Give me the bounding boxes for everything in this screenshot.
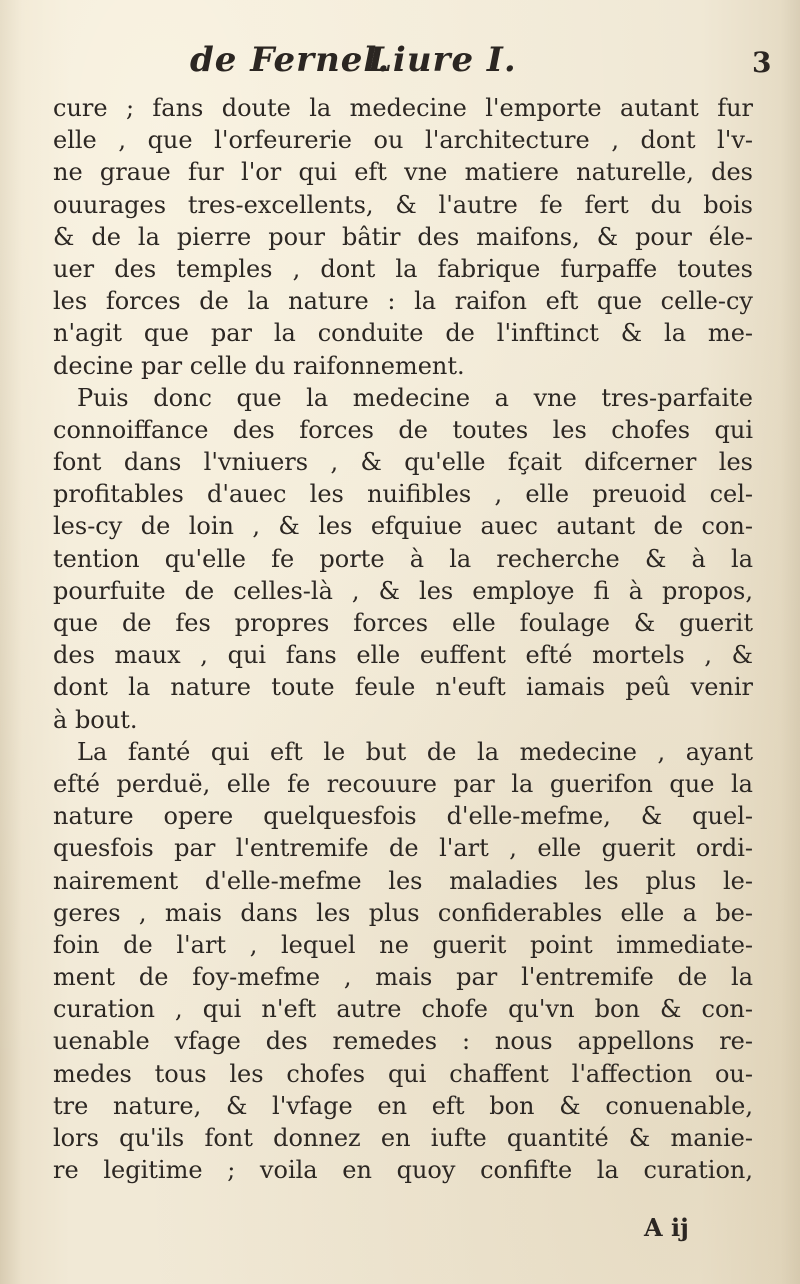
text-line: cure ; fans doute la medecine l'emporte autant fur (53, 94, 753, 122)
text-line: efté perduë, elle fe recouure par la guerifon que la (53, 769, 753, 798)
text-line: curation , qui n'eft autre chofe qu'vn bon & con- (53, 995, 753, 1024)
page-number: 3 (752, 46, 772, 79)
text-line: lors qu'ils font donnez en iufte quantité & manie- (53, 1124, 753, 1152)
text-line: foin de l'art , lequel ne guerit point immediate- (53, 930, 753, 959)
text-line: elle , que l'orfeurerie ou l'architecture , dont l'v- (53, 126, 753, 155)
text-line: ouurages tres-excellents, & l'autre fe fert du bois (53, 190, 753, 219)
text-line: tention qu'elle fe porte à la recherche & à la (53, 544, 753, 573)
running-head-author: de Fernel. (190, 40, 391, 80)
text-line: re legitime ; voila en quoy confifte la curation, (53, 1156, 753, 1185)
body-text (53, 92, 753, 1186)
text-line: dont la nature toute feule n'euft iamais peû venir (53, 673, 753, 702)
text-line: Puis donc que la medecine a vne tres-parfaite (77, 383, 753, 412)
text-line: ment de foy-mefme , mais par l'entremife de la (53, 963, 753, 992)
text-line: des maux , qui fans elle euffent efté mortels , & (53, 641, 753, 670)
text-line: nature opere quelquesfois d'elle-mefme, & quel- (53, 802, 753, 831)
text-line: & de la pierre pour bâtir des maifons, & pour éle- (53, 222, 753, 251)
text-line: ne graue fur l'or qui eft vne matiere naturelle, des (53, 158, 753, 187)
text-line: decine par celle du raifonnement. (53, 351, 465, 380)
text-line: medes tous les chofes qui chaffent l'affection ou- (53, 1059, 753, 1088)
text-line: font dans l'vniuers , & qu'elle fçait difcerner les (53, 448, 753, 477)
signature-mark: A ij (644, 1213, 689, 1242)
running-head-book: Liure I. (368, 40, 517, 80)
text-line: à bout. (53, 705, 138, 734)
text-line: que de fes propres forces elle foulage & guerit (53, 609, 753, 637)
text-line: La fanté qui eft le but de la medecine , ayant (77, 737, 753, 766)
text-line: connoiffance des forces de toutes les chofes qui (53, 415, 753, 444)
text-line: les-cy de loin , & les efquiue auec autant de con- (53, 512, 753, 541)
text-line: geres , mais dans les plus confiderables elle a be- (53, 898, 753, 927)
text-line: quesfois par l'entremife de l'art , elle guerit ordi- (53, 834, 753, 863)
text-line: uer des temples , dont la fabrique furpaffe toutes (53, 254, 753, 283)
text-line: uenable vfage des remedes : nous appellons re- (53, 1027, 753, 1056)
text-line: tre nature, & l'vfage en eft bon & conuenable, (53, 1091, 753, 1120)
text-line: profitables d'auec les nuifibles , elle preuoid cel- (53, 480, 753, 509)
text-line: les forces de la nature : la raifon eft que celle-cy (53, 287, 753, 316)
running-head (170, 40, 630, 88)
text-line: pourfuite de celles-là , & les employe fi à propos, (53, 576, 753, 605)
text-line: nairement d'elle-mefme les maladies les plus le- (53, 866, 753, 895)
text-line: n'agit que par la conduite de l'inftinct & la me- (53, 319, 753, 348)
